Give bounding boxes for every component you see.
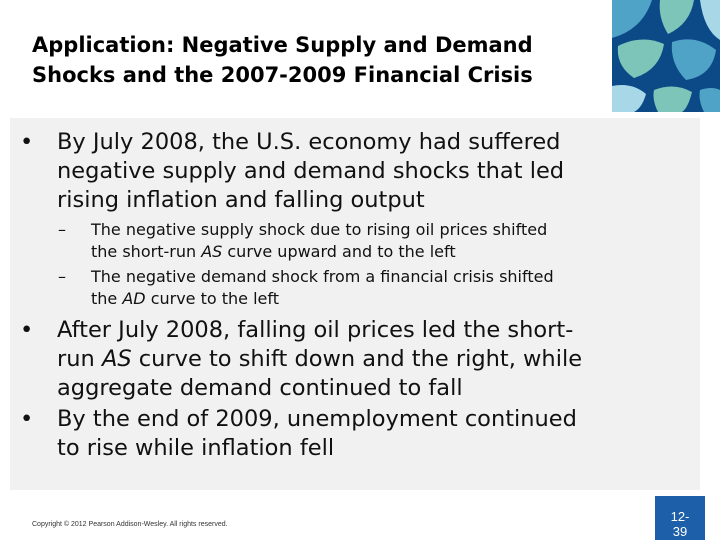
- slide-chapter-number: 12-: [670, 509, 690, 524]
- as-curve-term: AS: [201, 242, 223, 261]
- sub-bullet-2-line-2-start: the: [91, 289, 123, 308]
- bullet-3-text: [57, 405, 697, 463]
- bullet-marker: •: [20, 129, 34, 155]
- sub-bullet-2-line-2: [91, 288, 671, 310]
- sub-bullet-1-text: [91, 219, 671, 263]
- bullet-1-line-3: rising inflation and falling output: [57, 187, 425, 213]
- bullet-1-line-1: By July 2008, the U.S. economy had suffered: [57, 129, 561, 155]
- sub-bullet-1-line-1: The negative supply shock due to rising oil prices shifted: [91, 220, 548, 239]
- bullet-2-line-2-start: run: [57, 346, 102, 372]
- bullet-3-line-1: By the end of 2009, unemployment continued: [57, 406, 577, 432]
- bullet-1-line-2: negative supply and demand shocks that led: [57, 158, 565, 184]
- stained-glass-pattern-icon: [612, 0, 720, 112]
- bullet-2-text: [57, 316, 697, 403]
- sub-bullet-marker: –: [58, 267, 66, 286]
- sub-bullet-2-line-1: The negative demand shock from a financial crisis shifted: [91, 267, 554, 286]
- bullet-marker: •: [20, 317, 34, 343]
- slide-title-line-1: Application: Negative Supply and Demand: [32, 33, 533, 57]
- copyright-notice: Copyright © 2012 Pearson Addison-Wesley. All rights reserved.: [32, 521, 228, 528]
- sub-bullet-1-line-2: [91, 241, 671, 263]
- slide-title-line-2: Shocks and the 2007-2009 Financial Crisis: [32, 63, 533, 87]
- bullet-2-line-1: After July 2008, falling oil prices led the short-: [57, 317, 574, 343]
- sub-bullet-2-text: [91, 266, 671, 310]
- bullet-marker: •: [20, 406, 34, 432]
- bullet-2-line-3: aggregate demand continued to fall: [57, 375, 463, 401]
- as-curve-term: AS: [101, 346, 132, 372]
- sub-bullet-1-line-2-end: curve upward and to the left: [222, 242, 456, 261]
- bullet-3-line-2: to rise while inflation fell: [57, 435, 335, 461]
- footer: [0, 490, 720, 540]
- sub-bullet-1-line-2-start: the short-run: [91, 242, 202, 261]
- sub-bullet-2-line-2-end: curve to the left: [145, 289, 280, 308]
- ad-curve-term: AD: [122, 289, 146, 308]
- bullet-1-text: [57, 128, 697, 215]
- slide-title: [32, 30, 622, 90]
- decorative-corner-art: [612, 0, 720, 112]
- sub-bullet-marker: –: [58, 220, 66, 239]
- bullet-2-line-2: [57, 345, 697, 374]
- title-band: [0, 0, 720, 112]
- slide-number-badge: [655, 496, 705, 540]
- slide-page-number: 39: [672, 524, 688, 539]
- bullet-2-line-2-end: curve to shift down and the right, while: [131, 346, 583, 372]
